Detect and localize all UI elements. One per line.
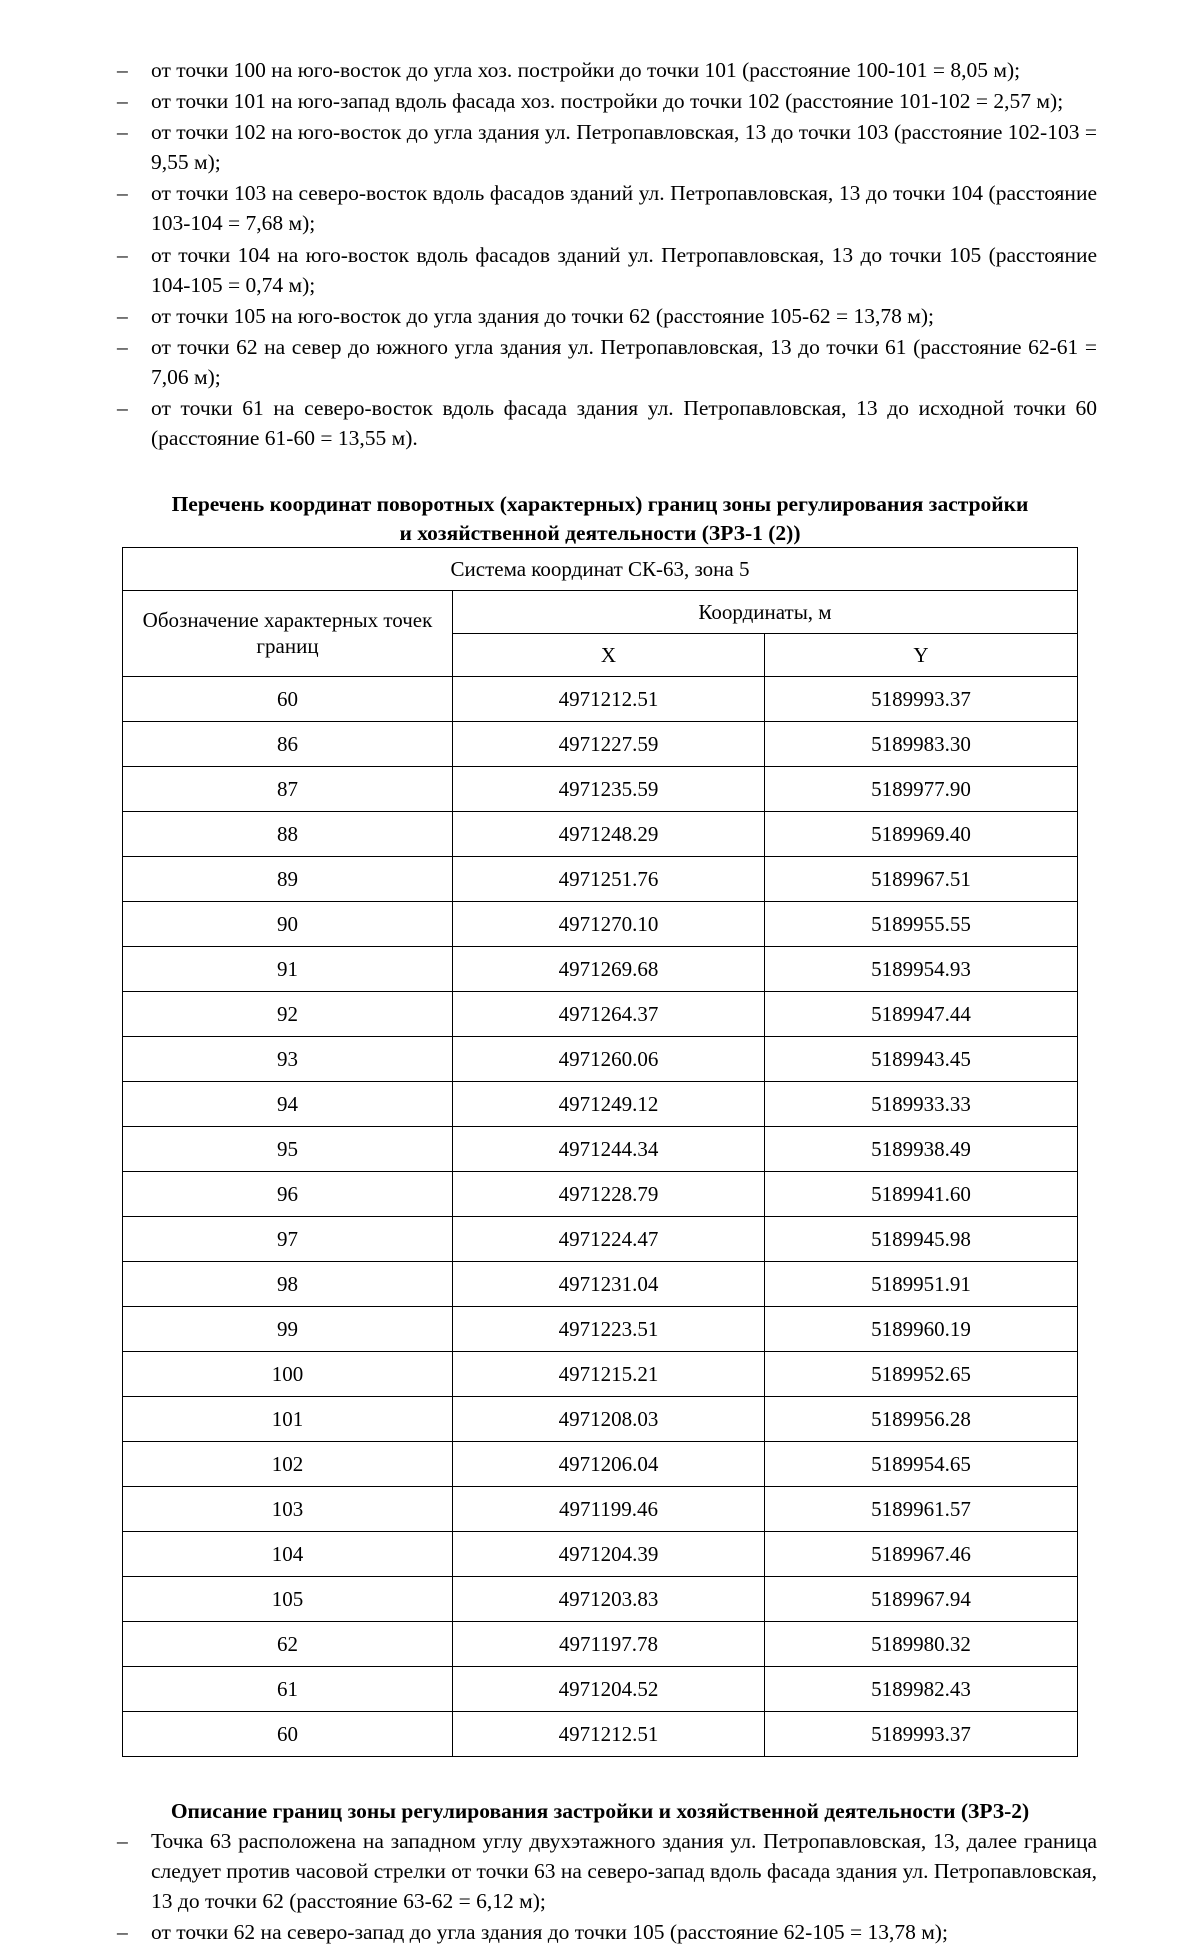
- table-title-line-1: Перечень координат поворотных (характерных) границ зоны регулирования застройки: [171, 492, 1029, 517]
- list-item-text: от точки 100 на юго-восток до угла хоз. постройки до точки 101 (расстояние 100-101 = 8,05 м);: [151, 58, 1021, 82]
- list-item: [103, 301, 1097, 331]
- table-row: [122, 1037, 1077, 1082]
- list-item-text: Точка 63 расположена на западном углу двухэтажного здания ул. Петропавловская, 13, далее граница следует против часовой стрелки от точки 63 на северо-запад вдоль фасада здания ул. Петропавловская, 13 до точки 62 (расстояние 63-62 = 6,12 м);: [151, 1829, 1097, 1914]
- cell-coordinate-x: 4971208.03: [452, 1397, 764, 1442]
- spacer: [103, 454, 1097, 490]
- section-title-zrz2: Описание границ зоны регулирования застройки и хозяйственной деятельности (ЗРЗ-2): [170, 1799, 1030, 1824]
- cell-point-label: 90: [122, 902, 452, 947]
- table-row: [122, 1082, 1077, 1127]
- list-item: [103, 1826, 1097, 1916]
- cell-point-label: 86: [122, 722, 452, 767]
- table-header-row: [122, 591, 1077, 634]
- cell-coordinate-x: 4971228.79: [452, 1172, 764, 1217]
- coordinate-system-label: Система координат СК-63, зона 5: [122, 548, 1077, 591]
- cell-coordinate-y: 5189951.91: [764, 1262, 1077, 1307]
- cell-coordinate-y: 5189941.60: [764, 1172, 1077, 1217]
- cell-point-label: 102: [122, 1442, 452, 1487]
- table-row: [122, 1622, 1077, 1667]
- cell-point-label: 96: [122, 1172, 452, 1217]
- table-row: [122, 1487, 1077, 1532]
- list-item-text: от точки 61 на северо-восток вдоль фасада здания ул. Петропавловская, 13 до исходной точки 60 (расстояние 61-60 = 13,55 м).: [151, 396, 1097, 451]
- list-item-text: от точки 102 на юго-восток до угла здания ул. Петропавловская, 13 до точки 103 (расстояние 102-103 = 9,55 м);: [151, 120, 1097, 175]
- cell-coordinate-x: 4971199.46: [452, 1487, 764, 1532]
- list-bullet-dash: –: [117, 396, 128, 421]
- cell-point-label: 61: [122, 1667, 452, 1712]
- list-item: [103, 55, 1097, 85]
- cell-coordinate-y: 5189982.43: [764, 1667, 1077, 1712]
- cell-coordinate-y: 5189993.37: [764, 677, 1077, 722]
- list-item: [103, 1917, 1097, 1947]
- table-row: [122, 1442, 1077, 1487]
- table-row: [122, 1307, 1077, 1352]
- table-row: [122, 857, 1077, 902]
- list-bullet-dash: –: [117, 89, 128, 114]
- cell-coordinate-y: 5189983.30: [764, 722, 1077, 767]
- cell-point-label: 104: [122, 1532, 452, 1577]
- cell-coordinate-y: 5189980.32: [764, 1622, 1077, 1667]
- coordinates-table: [122, 547, 1078, 1757]
- cell-coordinate-x: 4971204.39: [452, 1532, 764, 1577]
- cell-coordinate-x: 4971244.34: [452, 1127, 764, 1172]
- cell-coordinate-x: 4971260.06: [452, 1037, 764, 1082]
- list-item-text: от точки 62 на север до южного угла здания ул. Петропавловская, 13 до точки 61 (расстояние 62-61 = 7,06 м);: [151, 334, 1097, 389]
- table-row: [122, 722, 1077, 767]
- table-row: [122, 1127, 1077, 1172]
- cell-coordinate-y: 5189947.44: [764, 992, 1077, 1037]
- cell-point-label: 60: [122, 677, 452, 722]
- cell-coordinate-x: 4971197.78: [452, 1622, 764, 1667]
- table-row: [122, 1532, 1077, 1577]
- cell-coordinate-y: 5189993.37: [764, 1712, 1077, 1757]
- cell-point-label: 88: [122, 812, 452, 857]
- list-item: [103, 86, 1097, 116]
- cell-coordinate-x: 4971227.59: [452, 722, 764, 767]
- cell-coordinate-x: 4971212.51: [452, 1712, 764, 1757]
- cell-coordinate-x: 4971248.29: [452, 812, 764, 857]
- list-bullet-dash: –: [117, 1920, 128, 1945]
- list-item-text: от точки 103 на северо-восток вдоль фасадов зданий ул. Петропавловская, 13 до точки 104 (расстояние 103-104 = 7,68 м);: [151, 181, 1097, 236]
- cell-coordinate-y: 5189967.46: [764, 1532, 1077, 1577]
- cell-coordinate-y: 5189952.65: [764, 1352, 1077, 1397]
- list-bullet-dash: –: [117, 1829, 128, 1853]
- table-row: [122, 1667, 1077, 1712]
- cell-coordinate-y: 5189955.55: [764, 902, 1077, 947]
- cell-point-label: 101: [122, 1397, 452, 1442]
- cell-point-label: 93: [122, 1037, 452, 1082]
- cell-coordinate-y: 5189933.33: [764, 1082, 1077, 1127]
- list-item: [103, 178, 1097, 238]
- list-item: [103, 393, 1097, 453]
- list-bullet-dash: –: [117, 58, 128, 82]
- table-row: [122, 1397, 1077, 1442]
- list-item-text: от точки 104 на юго-восток вдоль фасадов зданий ул. Петропавловская, 13 до точки 105 (расстояние 104-105 = 0,74 м);: [151, 242, 1097, 297]
- column-header-point: Обозначение характерных точек границ: [122, 591, 452, 677]
- cell-coordinate-y: 5189967.51: [764, 857, 1077, 902]
- boundary-description-list-zrz2: [103, 1826, 1097, 1947]
- boundary-description-list-zrz1: [103, 55, 1097, 453]
- cell-coordinate-x: 4971223.51: [452, 1307, 764, 1352]
- list-bullet-dash: –: [117, 181, 128, 206]
- table-row: [122, 1352, 1077, 1397]
- cell-coordinate-y: 5189943.45: [764, 1037, 1077, 1082]
- table-row: [122, 677, 1077, 722]
- cell-point-label: 97: [122, 1217, 452, 1262]
- list-item: [103, 240, 1097, 300]
- column-header-coordinates: Координаты, м: [452, 591, 1077, 634]
- cell-coordinate-x: 4971249.12: [452, 1082, 764, 1127]
- list-bullet-dash: –: [117, 303, 128, 328]
- cell-coordinate-x: 4971204.52: [452, 1667, 764, 1712]
- cell-coordinate-x: 4971269.68: [452, 947, 764, 992]
- cell-point-label: 92: [122, 992, 452, 1037]
- table-row: [122, 1217, 1077, 1262]
- cell-coordinate-x: 4971203.83: [452, 1577, 764, 1622]
- cell-point-label: 95: [122, 1127, 452, 1172]
- cell-coordinate-y: 5189956.28: [764, 1397, 1077, 1442]
- cell-point-label: 87: [122, 767, 452, 812]
- cell-coordinate-y: 5189954.65: [764, 1442, 1077, 1487]
- cell-coordinate-x: 4971215.21: [452, 1352, 764, 1397]
- list-item: [103, 332, 1097, 392]
- list-bullet-dash: –: [117, 334, 128, 359]
- cell-point-label: 100: [122, 1352, 452, 1397]
- column-header-x: X: [452, 634, 764, 677]
- cell-coordinate-x: 4971212.51: [452, 677, 764, 722]
- table-row: [122, 1262, 1077, 1307]
- cell-point-label: 98: [122, 1262, 452, 1307]
- table-row: [122, 767, 1077, 812]
- cell-coordinate-y: 5189960.19: [764, 1307, 1077, 1352]
- cell-coordinate-y: 5189967.94: [764, 1577, 1077, 1622]
- cell-coordinate-y: 5189969.40: [764, 812, 1077, 857]
- cell-point-label: 62: [122, 1622, 452, 1667]
- list-item-text: от точки 105 на юго-восток до угла здания до точки 62 (расстояние 105-62 = 13,78 м);: [151, 303, 935, 328]
- cell-point-label: 89: [122, 857, 452, 902]
- table-row: [122, 812, 1077, 857]
- spacer: [103, 1757, 1097, 1797]
- cell-coordinate-x: 4971224.47: [452, 1217, 764, 1262]
- table-title-line-2: и хозяйственной деятельности (ЗРЗ-1 (2)): [399, 520, 801, 545]
- table-system-row: [122, 548, 1077, 591]
- cell-point-label: 60: [122, 1712, 452, 1757]
- cell-point-label: 103: [122, 1487, 452, 1532]
- cell-coordinate-x: 4971270.10: [452, 902, 764, 947]
- cell-coordinate-y: 5189945.98: [764, 1217, 1077, 1262]
- list-item-text: от точки 101 на юго-запад вдоль фасада хоз. постройки до точки 102 (расстояние 101-102 = 2,57 м);: [151, 89, 1064, 114]
- cell-coordinate-x: 4971231.04: [452, 1262, 764, 1307]
- table-row: [122, 947, 1077, 992]
- table-row: [122, 1172, 1077, 1217]
- table-row: [122, 1712, 1077, 1757]
- cell-coordinate-y: 5189938.49: [764, 1127, 1077, 1172]
- cell-coordinate-x: 4971251.76: [452, 857, 764, 902]
- cell-coordinate-y: 5189961.57: [764, 1487, 1077, 1532]
- cell-coordinate-x: 4971206.04: [452, 1442, 764, 1487]
- cell-point-label: 94: [122, 1082, 452, 1127]
- table-row: [122, 1577, 1077, 1622]
- table-row: [122, 902, 1077, 947]
- list-bullet-dash: –: [117, 242, 128, 267]
- cell-point-label: 105: [122, 1577, 452, 1622]
- list-item-text: от точки 62 на северо-запад до угла здания до точки 105 (расстояние 62-105 = 13,78 м);: [151, 1920, 948, 1945]
- cell-point-label: 99: [122, 1307, 452, 1352]
- cell-point-label: 91: [122, 947, 452, 992]
- cell-coordinate-y: 5189977.90: [764, 767, 1077, 812]
- table-row: [122, 992, 1077, 1037]
- cell-coordinate-y: 5189954.93: [764, 947, 1077, 992]
- list-bullet-dash: –: [117, 120, 128, 145]
- cell-coordinate-x: 4971235.59: [452, 767, 764, 812]
- list-item: [103, 117, 1097, 177]
- column-header-y: Y: [764, 634, 1077, 677]
- cell-coordinate-x: 4971264.37: [452, 992, 764, 1037]
